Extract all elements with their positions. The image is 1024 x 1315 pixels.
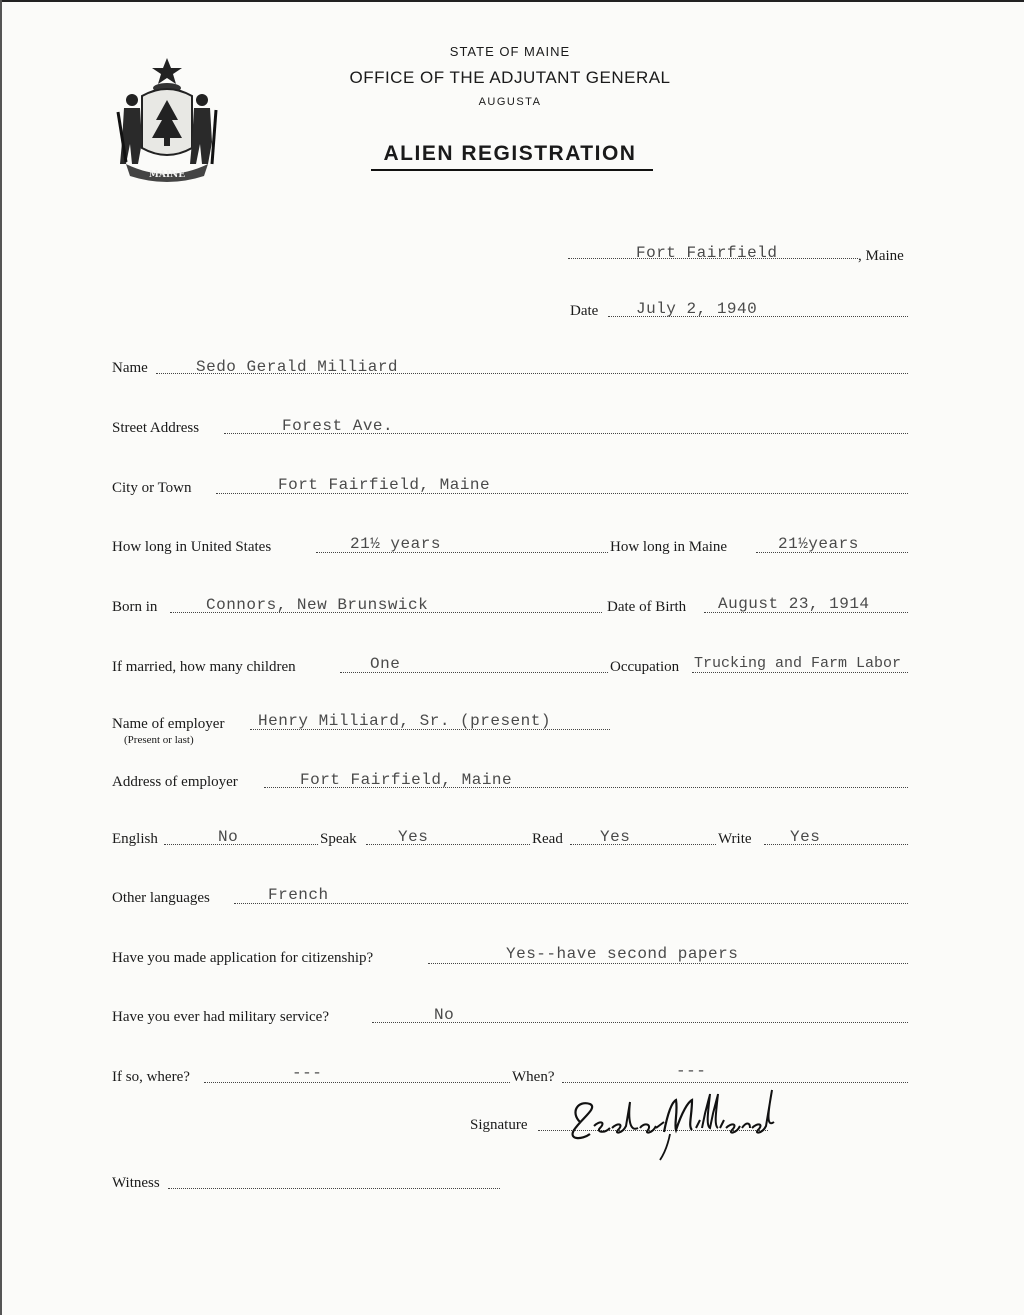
street-label: Street Address — [112, 420, 200, 436]
name-value: Sedo Gerald Milliard — [196, 358, 399, 376]
dob-label: Date of Birth — [607, 599, 687, 615]
office-heading: OFFICE OF THE ADJUTANT GENERAL — [349, 68, 671, 87]
form-title: ALIEN REGISTRATION — [383, 142, 637, 165]
read-label: Read — [532, 831, 563, 847]
citizenship-dots — [428, 963, 908, 964]
employer-value: Henry Milliard, Sr. (present) — [258, 712, 551, 730]
other-languages-value: French — [268, 886, 329, 904]
city-heading: AUGUSTA — [478, 96, 542, 108]
employer-label: Name of employer — [112, 716, 225, 732]
scan-edge-top — [0, 0, 1024, 2]
scan-edge-left — [0, 0, 2, 1315]
speak-label: Speak — [320, 831, 357, 847]
place-value: Fort Fairfield — [636, 244, 778, 262]
children-value: One — [370, 655, 401, 673]
military-value: No — [434, 1006, 455, 1024]
speak-dots — [366, 844, 530, 845]
military-label: Have you ever had military service? — [112, 1009, 329, 1025]
date-value: July 2, 1940 — [636, 300, 758, 318]
english-dots — [164, 844, 318, 845]
maine-state-seal-icon — [112, 52, 222, 184]
handwritten-signature — [560, 1082, 780, 1162]
signature-label: Signature — [470, 1117, 528, 1133]
occupation-value: Trucking and Farm Labor — [694, 655, 902, 672]
born-in-value: Connors, New Brunswick — [206, 596, 429, 614]
employer-address-value: Fort Fairfield, Maine — [300, 771, 513, 789]
english-value: No — [218, 828, 239, 846]
city-label: City or Town — [112, 480, 192, 496]
citizenship-label: Have you made application for citizenship? — [112, 950, 374, 966]
maine-years-label: How long in Maine — [610, 539, 728, 555]
read-value: Yes — [600, 828, 631, 846]
read-dots — [570, 844, 716, 845]
us-years-label: How long in United States — [112, 539, 272, 555]
other-languages-dots — [234, 903, 908, 904]
children-label: If married, how many children — [112, 659, 296, 675]
write-label: Write — [718, 831, 752, 847]
witness-dots — [168, 1188, 500, 1189]
born-in-label: Born in — [112, 599, 158, 615]
employer-sublabel: (Present or last) — [124, 734, 194, 746]
witness-label: Witness — [112, 1175, 160, 1191]
city-value: Fort Fairfield, Maine — [278, 476, 491, 494]
employer-address-label: Address of employer — [112, 774, 238, 790]
maine-years-value: 21½years — [778, 535, 859, 553]
occupation-dots — [692, 672, 908, 673]
place-suffix: , Maine — [858, 248, 904, 264]
citizenship-value: Yes--have second papers — [506, 945, 739, 963]
seal-banner-text: MAINE — [148, 170, 186, 180]
us-years-value: 21½ years — [350, 535, 441, 553]
date-label: Date — [570, 303, 599, 319]
english-label: English — [112, 831, 158, 847]
where-label: If so, where? — [112, 1069, 190, 1085]
speak-value: Yes — [398, 828, 429, 846]
state-heading: STATE OF MAINE — [449, 44, 571, 59]
when-value: --- — [676, 1062, 707, 1080]
title-underline — [371, 169, 653, 171]
write-dots — [764, 844, 908, 845]
write-value: Yes — [790, 828, 821, 846]
name-label: Name — [112, 360, 148, 376]
occupation-label: Occupation — [610, 659, 680, 675]
street-value: Forest Ave. — [282, 417, 394, 435]
where-dots — [204, 1082, 510, 1083]
dob-value: August 23, 1914 — [718, 595, 870, 613]
where-value: --- — [292, 1064, 323, 1082]
when-label: When? — [512, 1069, 555, 1085]
other-languages-label: Other languages — [112, 890, 210, 906]
